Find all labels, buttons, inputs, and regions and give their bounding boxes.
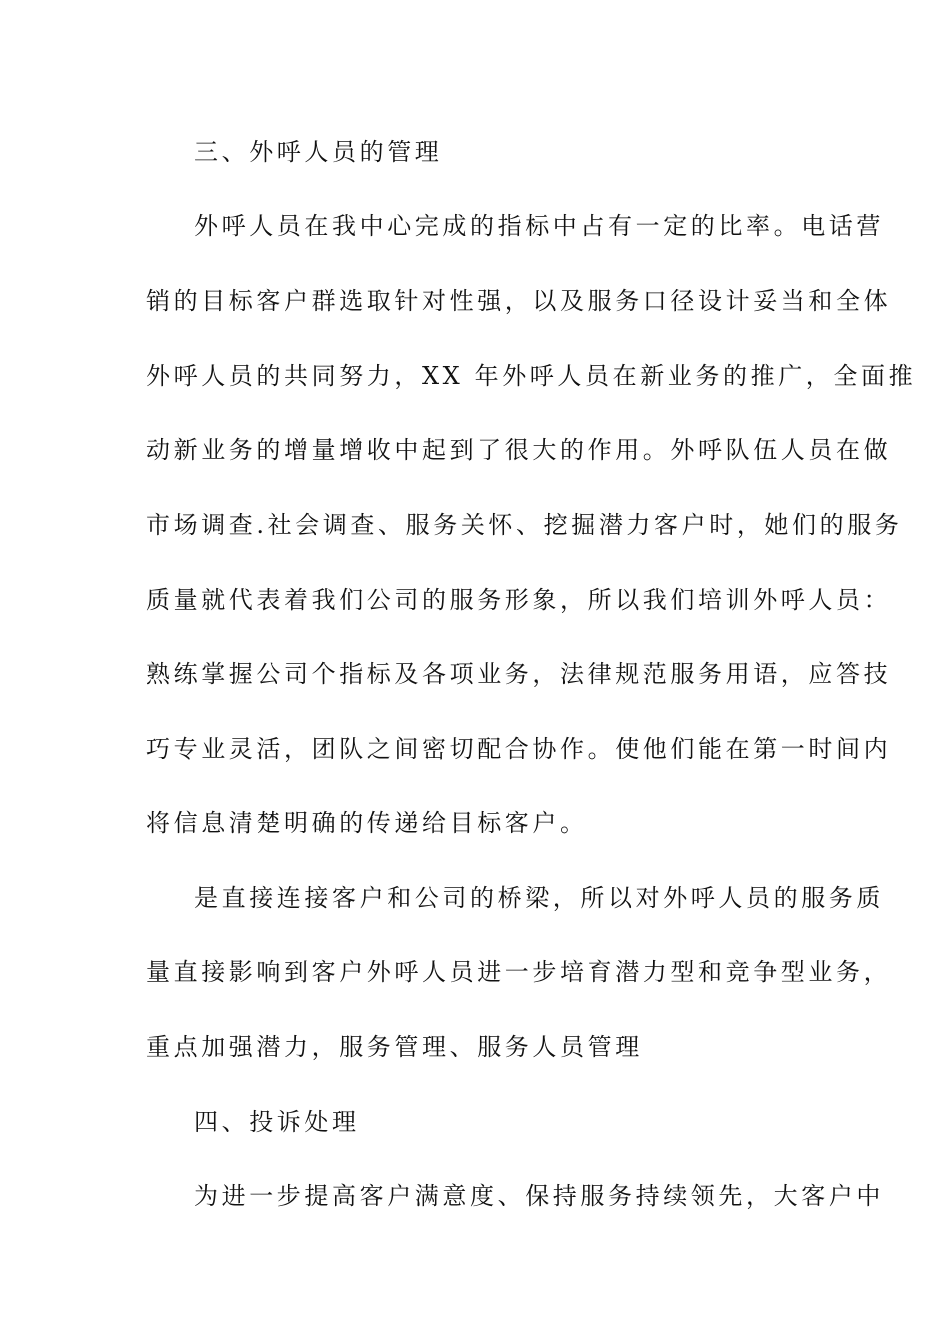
paragraph-line: 外呼人员在我中心完成的指标中占有一定的比率。电话营 (194, 212, 884, 240)
paragraph-line: 是直接连接客户和公司的桥梁，所以对外呼人员的服务质 (194, 884, 884, 912)
paragraph-line: 重点加强潜力，服务管理、服务人员管理 (146, 1033, 643, 1061)
section-heading-three: 三、外呼人员的管理 (194, 138, 443, 166)
paragraph-line: 动新业务的增量增收中起到了很大的作用。外呼队伍人员在做 (146, 436, 892, 464)
paragraph-line: 销的目标客户群选取针对性强，以及服务口径设计妥当和全体 (146, 287, 892, 315)
paragraph-line: 为进一步提高客户满意度、保持服务持续领先，大客户中 (194, 1182, 884, 1210)
paragraph-line: 外呼人员的共同努力，XX 年外呼人员在新业务的推广，全面推 (146, 362, 917, 390)
paragraph-line: 将信息清楚明确的传递给目标客户。 (146, 809, 588, 837)
section-heading-four: 四、投诉处理 (194, 1108, 360, 1136)
paragraph-line: 市场调查.社会调查、服务关怀、挖掘潜力客户时，她们的服务 (146, 511, 903, 539)
paragraph-line: 巧专业灵活，团队之间密切配合协作。使他们能在第一时间内 (146, 735, 892, 763)
paragraph-line: 熟练掌握公司个指标及各项业务，法律规范服务用语，应答技 (146, 660, 892, 688)
paragraph-line: 量直接影响到客户外呼人员进一步培育潜力型和竞争型业务， (146, 958, 892, 986)
paragraph-line: 质量就代表着我们公司的服务形象，所以我们培训外呼人员： (146, 586, 892, 614)
